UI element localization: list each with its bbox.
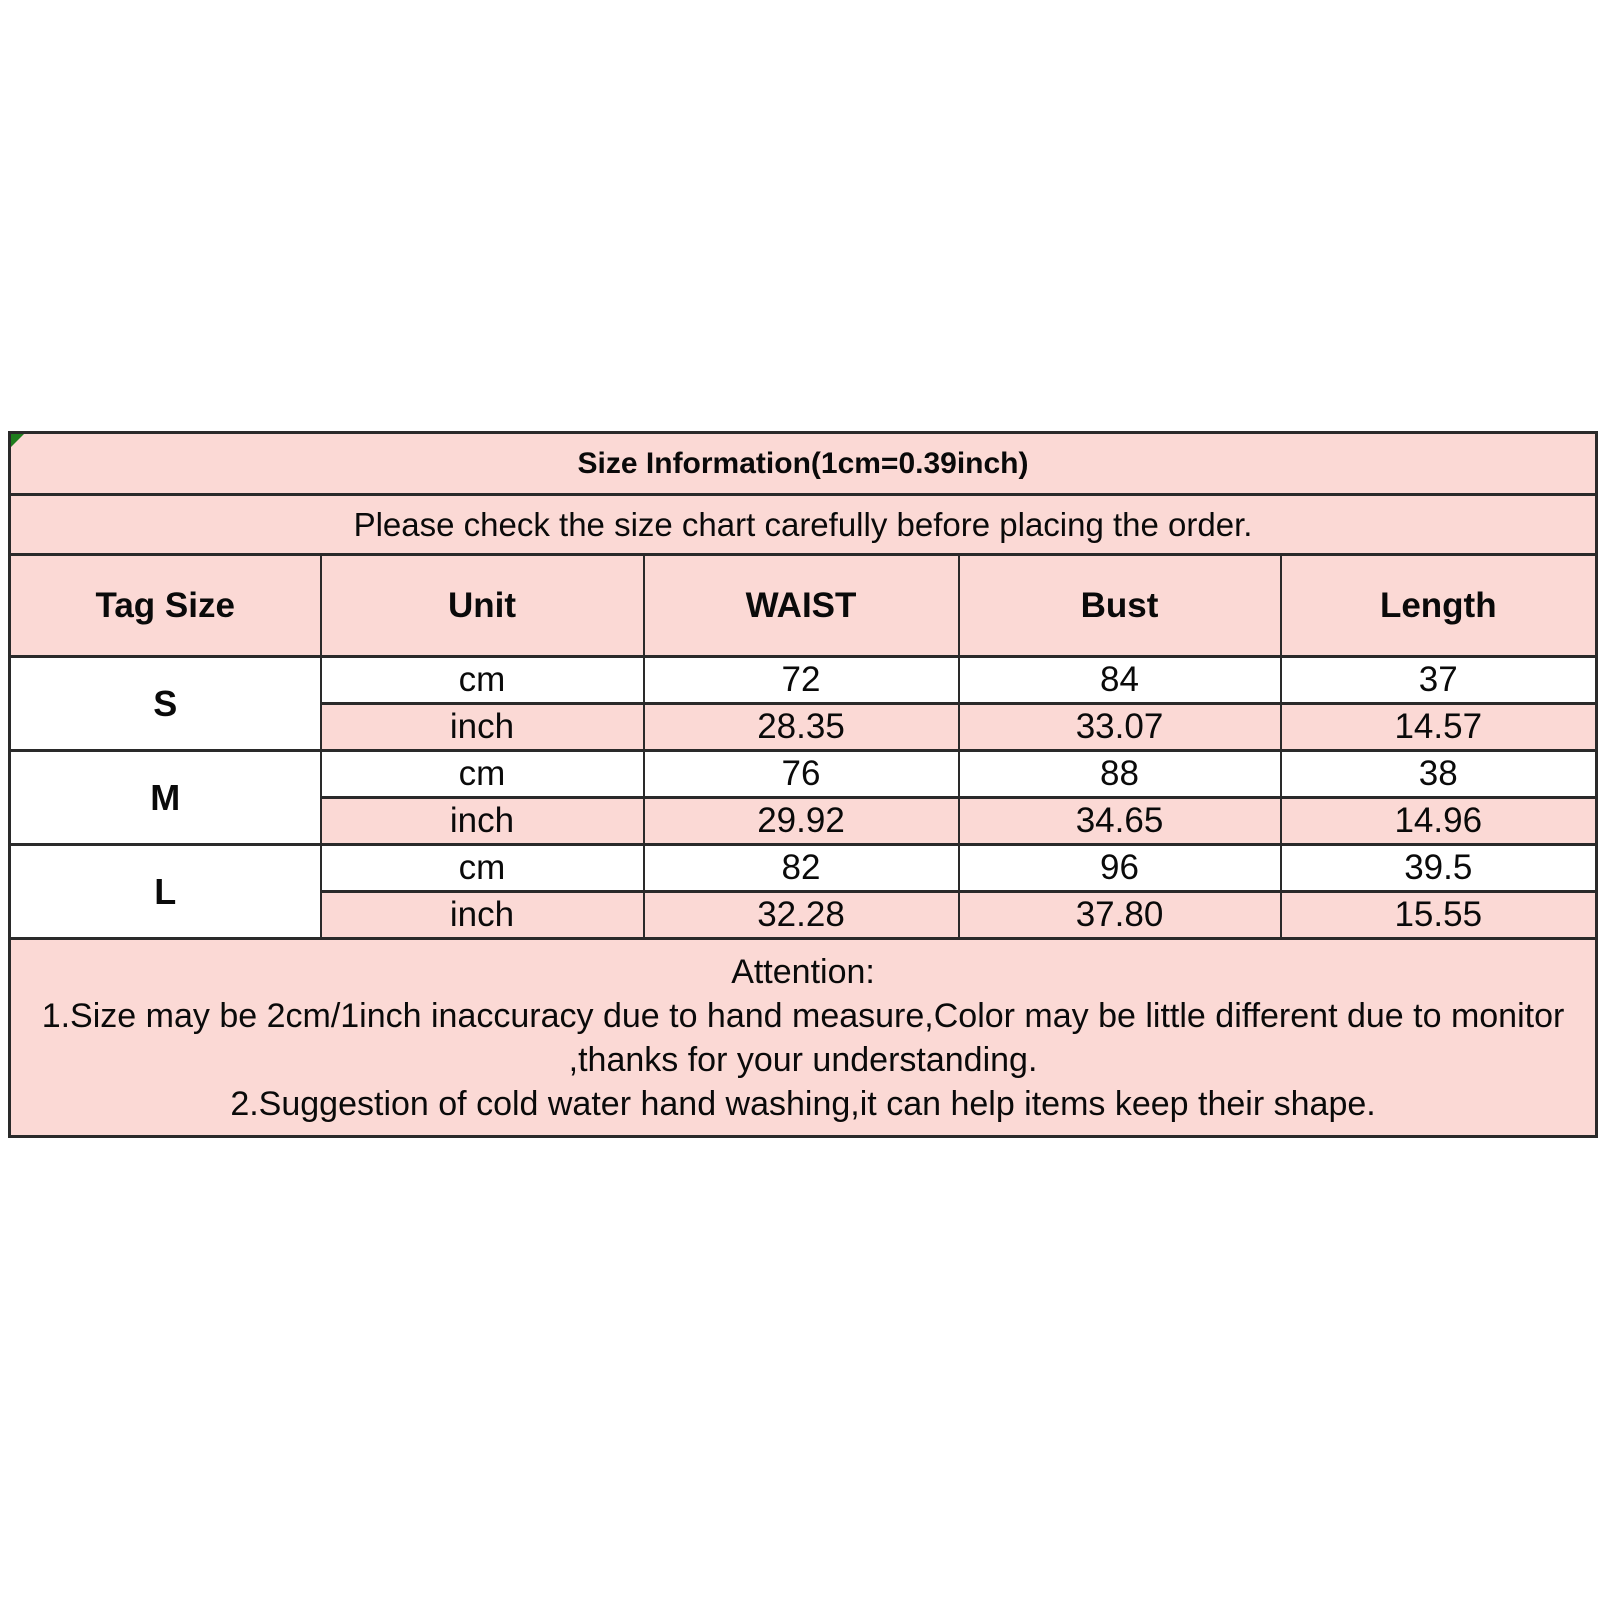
table-row-s-cm xyxy=(10,657,1597,704)
waist-value-l-inch: 32.28 xyxy=(644,892,959,939)
tag-size-m: M xyxy=(10,751,321,845)
unit-label-cm-l: cm xyxy=(321,845,644,892)
size-information-table xyxy=(8,431,1598,1138)
unit-label-inch-s: inch xyxy=(321,704,644,751)
attention-line-1: 1.Size may be 2cm/1inch inaccuracy due to hand measure,Color may be little different due to monitor xyxy=(41,996,1565,1035)
length-value-m-cm: 38 xyxy=(1281,751,1597,798)
waist-value-m-cm: 76 xyxy=(644,751,959,798)
table-row-l-cm xyxy=(10,845,1597,892)
waist-value-l-cm: 82 xyxy=(644,845,959,892)
bust-value-s-cm: 84 xyxy=(959,657,1281,704)
column-header-tag-size: Tag Size xyxy=(10,555,321,657)
attention-line-3: 2.Suggestion of cold water hand washing,it can help items keep their shape. xyxy=(230,1084,1376,1123)
length-value-l-cm: 39.5 xyxy=(1281,845,1597,892)
attention-note xyxy=(10,939,1597,1137)
length-value-s-cm: 37 xyxy=(1281,657,1597,704)
attention-heading: Attention: xyxy=(731,952,875,991)
waist-value-m-inch: 29.92 xyxy=(644,798,959,845)
bust-value-s-inch: 33.07 xyxy=(959,704,1281,751)
attention-line-2: ,thanks for your understanding. xyxy=(568,1040,1038,1079)
tag-size-s: S xyxy=(10,657,321,751)
sheet-title: Size Information(1cm=0.39inch) xyxy=(10,433,1597,495)
green-corner-marker-icon xyxy=(11,434,24,447)
subtitle-row xyxy=(10,495,1597,555)
column-header-bust: Bust xyxy=(959,555,1281,657)
bust-value-m-cm: 88 xyxy=(959,751,1281,798)
table-row-m-cm xyxy=(10,751,1597,798)
length-value-m-inch: 14.96 xyxy=(1281,798,1597,845)
unit-label-inch-l: inch xyxy=(321,892,644,939)
waist-value-s-inch: 28.35 xyxy=(644,704,959,751)
column-header-unit: Unit xyxy=(321,555,644,657)
bust-value-l-cm: 96 xyxy=(959,845,1281,892)
length-value-s-inch: 14.57 xyxy=(1281,704,1597,751)
bust-value-m-inch: 34.65 xyxy=(959,798,1281,845)
bust-value-l-inch: 37.80 xyxy=(959,892,1281,939)
column-header-row xyxy=(10,555,1597,657)
length-value-l-inch: 15.55 xyxy=(1281,892,1597,939)
attention-row xyxy=(10,939,1597,1137)
waist-value-s-cm: 72 xyxy=(644,657,959,704)
size-chart-note: Please check the size chart carefully before placing the order. xyxy=(10,495,1597,555)
tag-size-l: L xyxy=(10,845,321,939)
unit-label-cm-m: cm xyxy=(321,751,644,798)
title-row xyxy=(10,433,1597,495)
column-header-length: Length xyxy=(1281,555,1597,657)
unit-label-inch-m: inch xyxy=(321,798,644,845)
column-header-waist: WAIST xyxy=(644,555,959,657)
unit-label-cm-s: cm xyxy=(321,657,644,704)
